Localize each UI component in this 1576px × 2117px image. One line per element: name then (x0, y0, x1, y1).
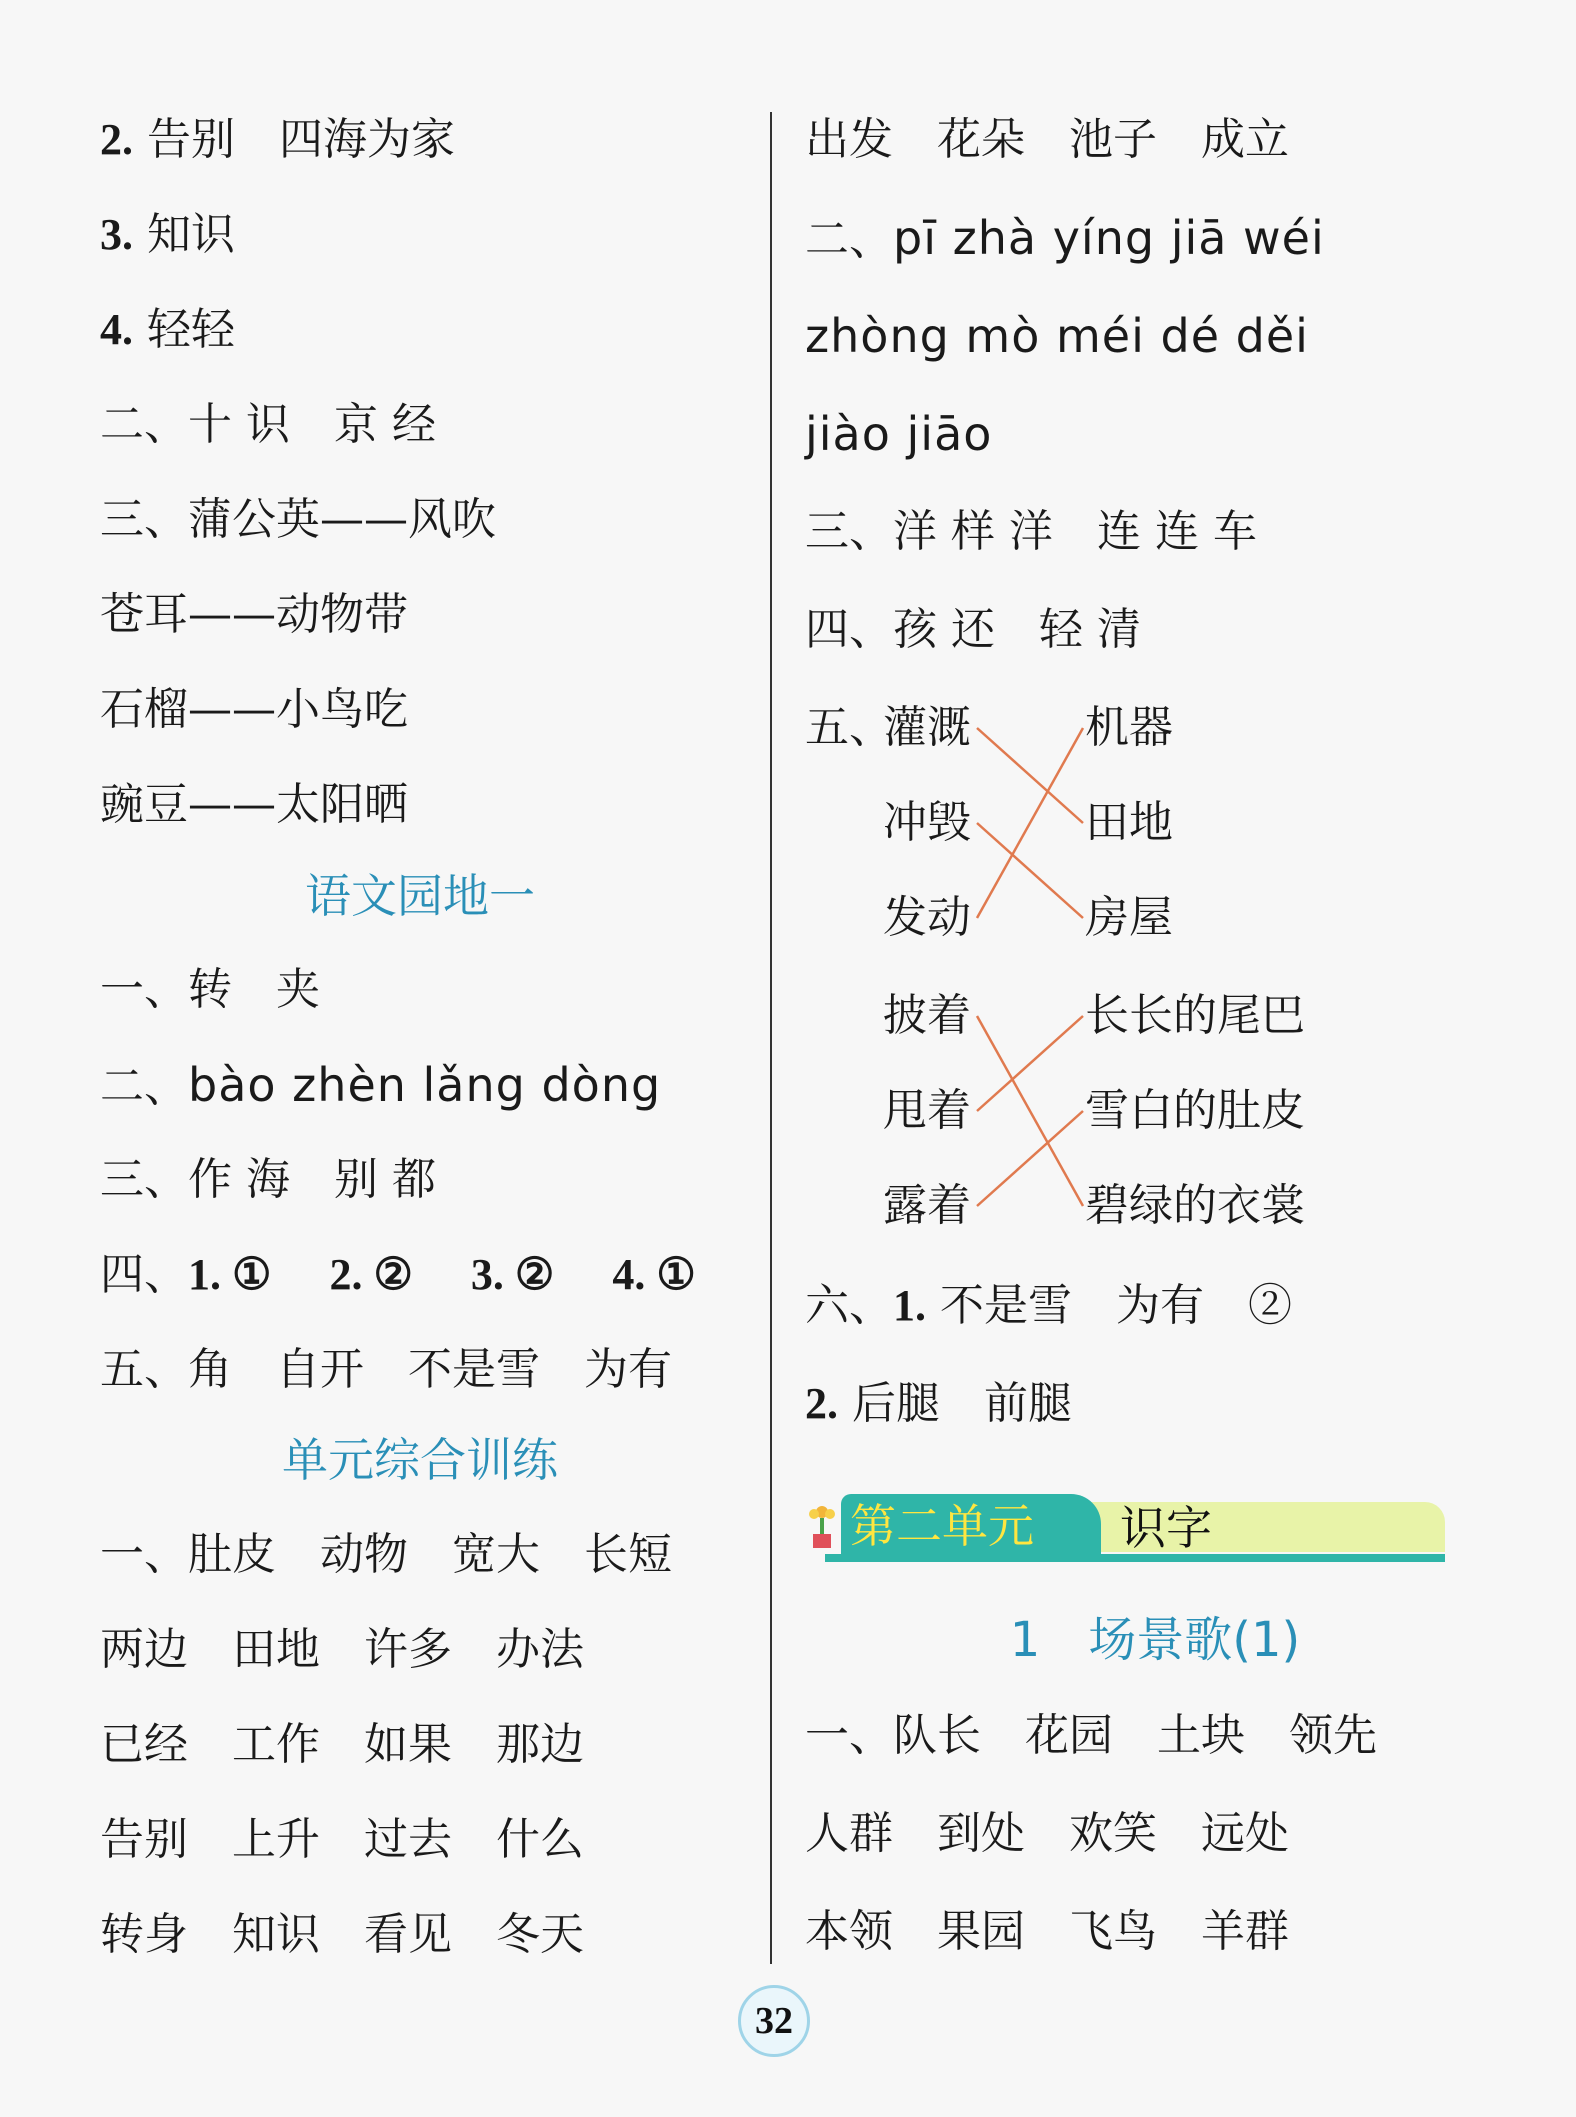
match-line (977, 728, 1083, 823)
match-line (977, 823, 1083, 918)
flower-icon (805, 1500, 839, 1550)
choice-answer: 2. ② (329, 1250, 413, 1299)
answer-line: 一、转 夹 (100, 964, 320, 1015)
item-number: 1. (893, 1281, 926, 1330)
answer-line (805, 1374, 1072, 1434)
lesson-title: 1 场景歌(1) (1009, 1612, 1301, 1668)
answer-line: 已经 工作 如果 那边 (100, 1719, 584, 1770)
answer-line: 五、角 自开 不是雪 为有 (100, 1344, 672, 1395)
answer-line: 豌豆——太阳晒 (100, 779, 408, 830)
answer-line: 三、洋 样 洋 连 连 车 (805, 506, 1257, 557)
unit-title: 第二单元 (850, 1499, 1034, 1553)
section-heading: 语文园地一 (305, 869, 535, 923)
answer-line (100, 205, 235, 265)
choice-answer: 1. ① (188, 1250, 272, 1299)
pinyin-answer: zhòng mò méi dé děi (805, 309, 1309, 363)
choice-answer: 4. ① (612, 1250, 696, 1299)
match-right-word: 机器 (1085, 702, 1173, 753)
pinyin-answer: jiào jiāo (805, 407, 993, 461)
answer-text: 告别 四海为家 (147, 114, 455, 165)
pinyin-answer: bào zhèn lǎng dòng (188, 1058, 662, 1112)
match-left-word: 冲毁 (883, 797, 971, 848)
answer-line: 石榴——小鸟吃 (100, 684, 408, 735)
answer-line (100, 1055, 661, 1115)
match-left-word: 发动 (883, 892, 971, 943)
item-prefix: 四、 (100, 1249, 188, 1300)
match-left-word: 披着 (883, 990, 971, 1041)
item-number: 2. (805, 1379, 838, 1428)
answer-text: 不是雪 为有 ② (940, 1280, 1292, 1331)
item-prefix: 二、 (100, 1061, 188, 1112)
match-line (977, 1016, 1083, 1111)
match-right-word: 房屋 (1085, 892, 1173, 943)
answer-line: 苍耳——动物带 (100, 589, 408, 640)
answer-line: 四、孩 还 轻 清 (805, 604, 1141, 655)
item-prefix: 五、 (805, 702, 893, 753)
answer-line: 三、作 海 别 都 (100, 1154, 436, 1205)
answer-line: 一、队长 花园 土块 领先 (805, 1710, 1377, 1761)
match-line (977, 1111, 1083, 1206)
item-number: 3. (100, 210, 133, 259)
answer-line: 出发 花朵 池子 成立 (805, 114, 1289, 165)
item-prefix: 六、 (805, 1280, 893, 1331)
match-left-word: 灌溉 (883, 702, 971, 753)
match-line (977, 728, 1083, 918)
topic-title: 识字 (1120, 1501, 1212, 1555)
item-number: 2. (100, 115, 133, 164)
answer-line: 三、蒲公英——风吹 (100, 494, 496, 545)
pinyin-answer: pī zhà yíng jiā wéi (893, 211, 1325, 265)
answer-text: 后腿 前腿 (852, 1378, 1072, 1429)
answer-line: 告别 上升 过去 什么 (100, 1814, 584, 1865)
unit-banner (805, 1490, 1445, 1564)
match-right-word: 长长的尾巴 (1085, 990, 1305, 1041)
choice-answer: 3. ② (470, 1250, 555, 1299)
match-right-word: 田地 (1085, 797, 1173, 848)
match-line (977, 1016, 1083, 1206)
match-right-word: 碧绿的衣裳 (1085, 1180, 1305, 1231)
matching-lines (805, 0, 1505, 1300)
answer-line (100, 110, 455, 170)
answer-line: 转身 知识 看见 冬天 (100, 1909, 584, 1960)
answer-line: 一、肚皮 动物 宽大 长短 (100, 1529, 672, 1580)
match-left-word: 甩着 (883, 1085, 971, 1136)
answer-line (805, 1276, 1292, 1336)
answer-line (100, 1245, 696, 1305)
item-prefix: 二、 (805, 214, 893, 265)
answer-line: 本领 果园 飞鸟 羊群 (805, 1906, 1289, 1957)
match-right-word: 雪白的肚皮 (1085, 1085, 1305, 1136)
match-left-word: 露着 (883, 1180, 971, 1231)
item-number: 4. (100, 305, 133, 354)
answer-text: 轻轻 (147, 304, 235, 355)
answer-line: 人群 到处 欢笑 远处 (805, 1808, 1289, 1859)
column-divider (770, 112, 772, 1964)
answer-line: 二、十 识 京 经 (100, 399, 436, 450)
page-number: 32 (738, 1985, 810, 2057)
answer-line (100, 300, 235, 360)
answer-line: 两边 田地 许多 办法 (100, 1624, 584, 1675)
answer-text: 知识 (147, 209, 235, 260)
section-heading: 单元综合训练 (282, 1433, 558, 1487)
